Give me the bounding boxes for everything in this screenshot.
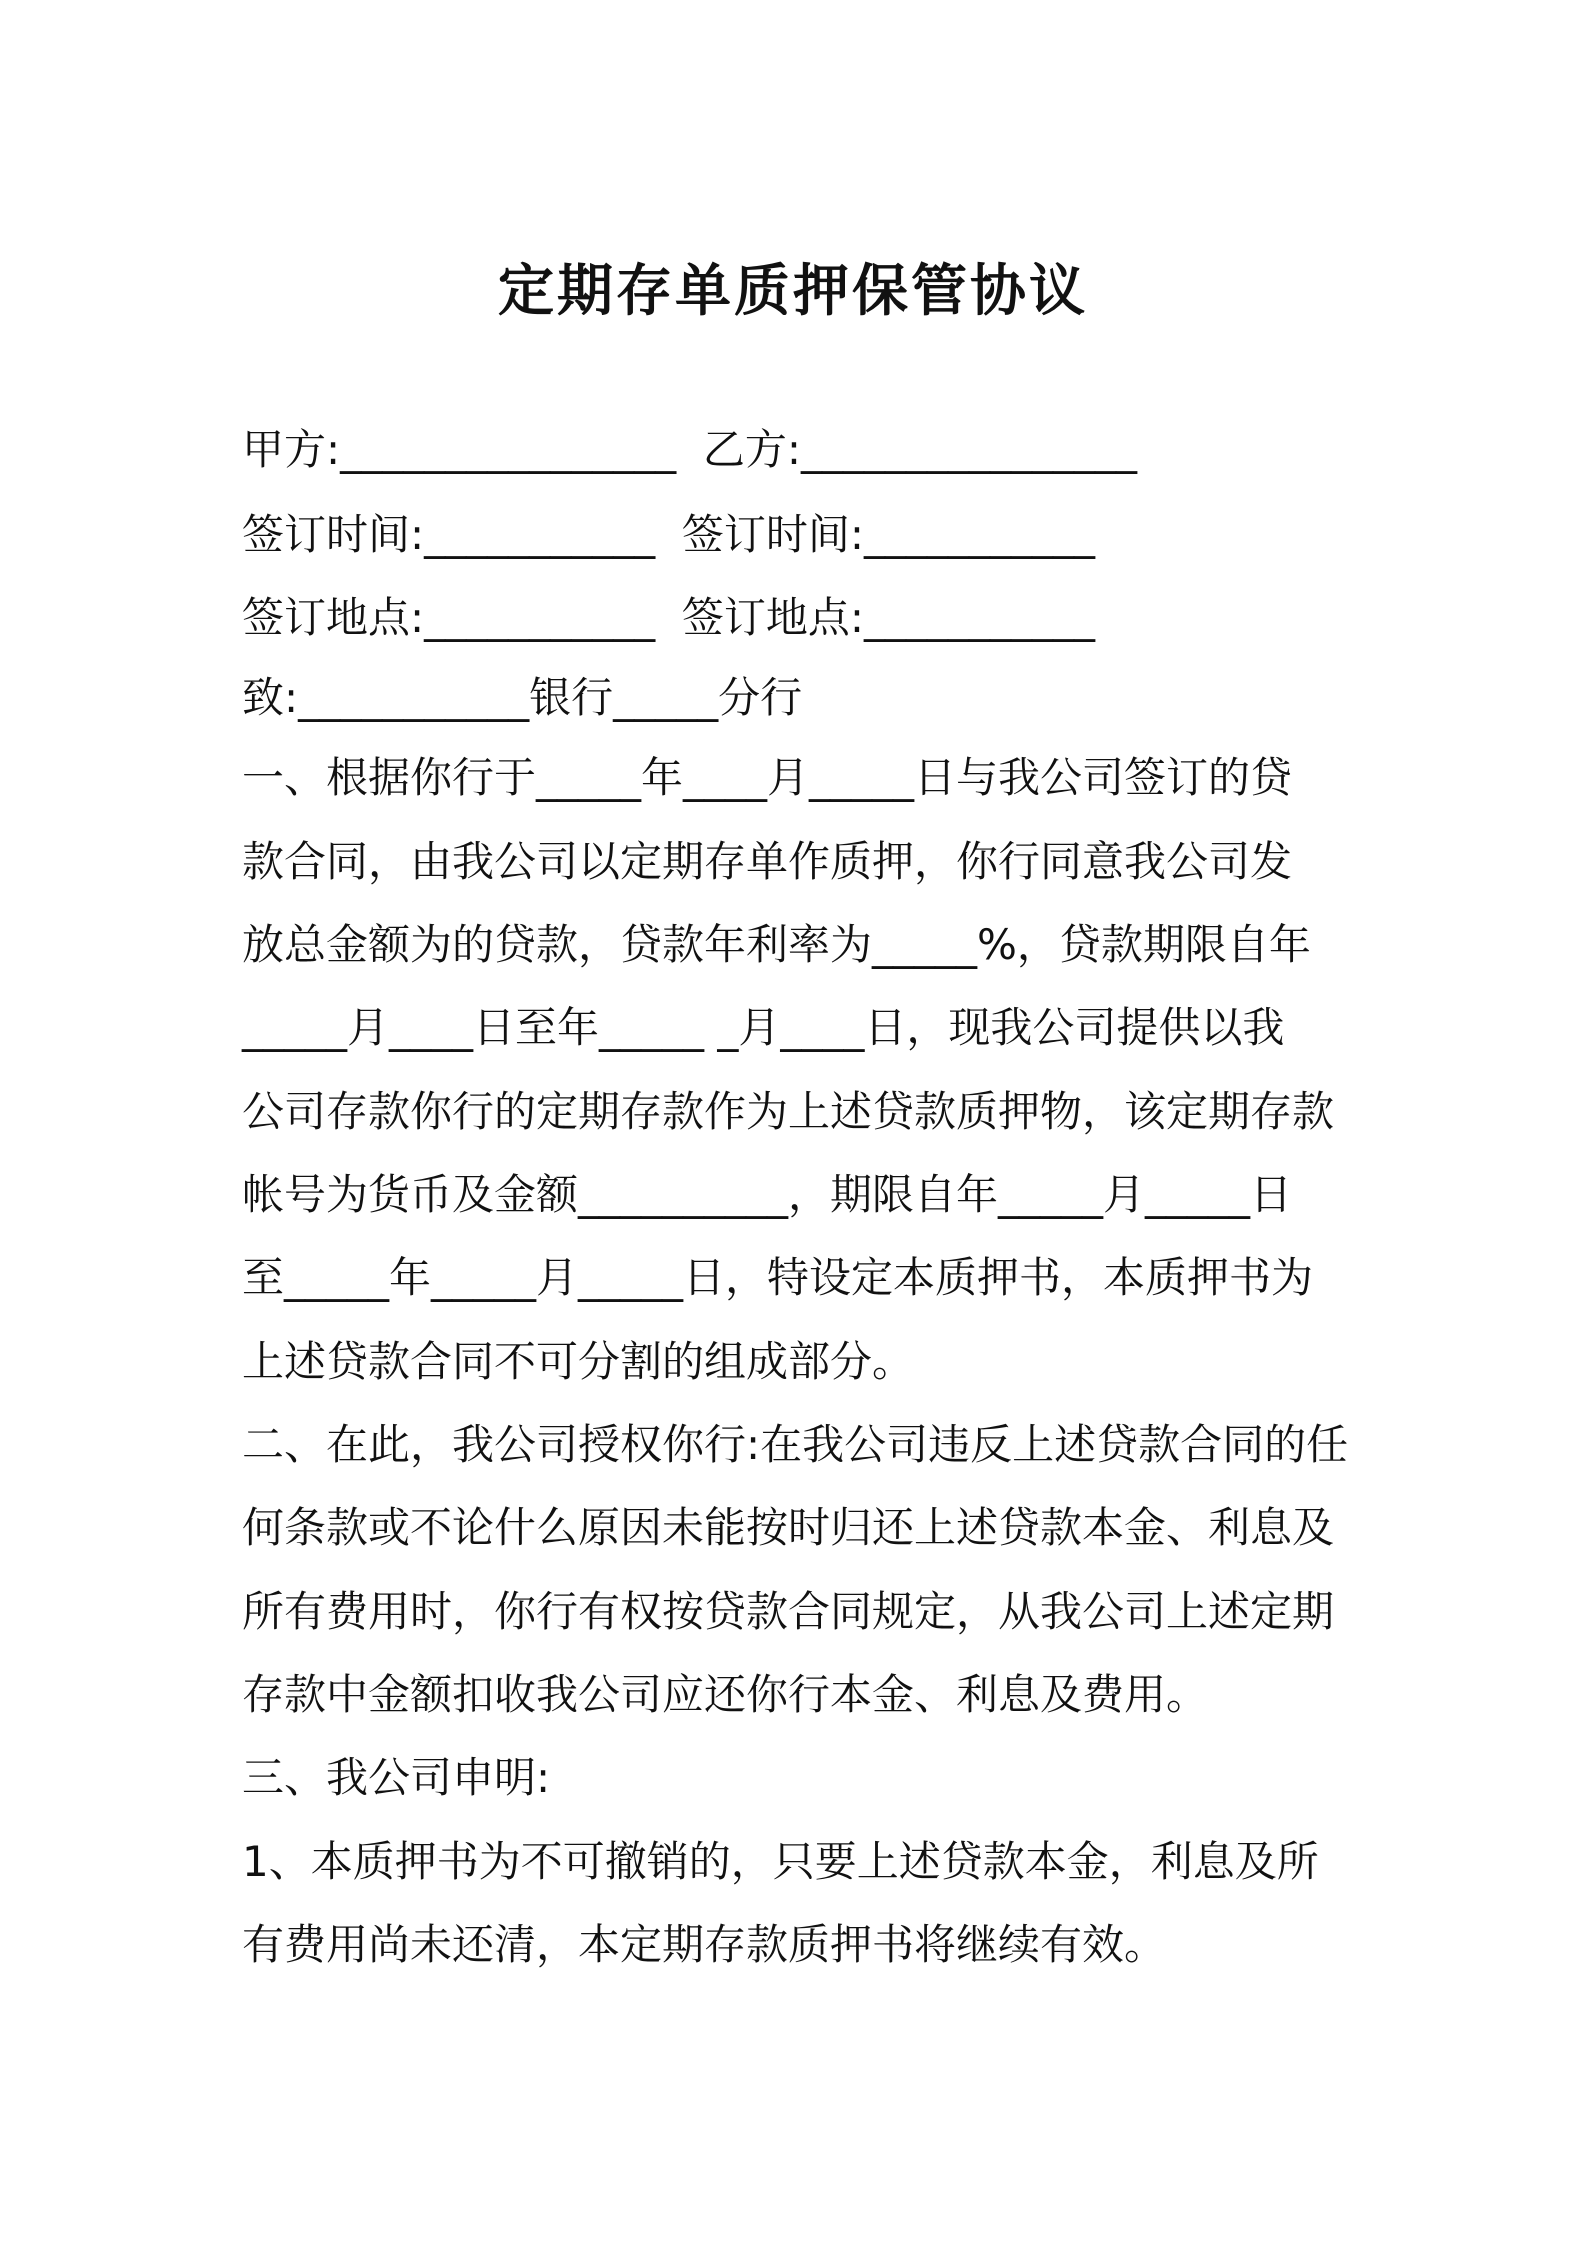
- document-title: 定期存单质押保管协议: [498, 259, 1088, 324]
- clause-3-heading: 三、我公司申明:: [242, 1753, 551, 1802]
- clause-2-line: 所有费用时，你行有权按贷款合同规定，从我公司上述定期: [242, 1587, 1335, 1636]
- clause-1-line: 上述贷款合同不可分割的组成部分。: [242, 1337, 915, 1386]
- clause-1-line: 一、根据你行于_____年____月_____日与我公司签订的贷: [242, 753, 1293, 802]
- clause-1-line: 至_____年_____月_____日，特设定本质押书，本质押书为: [242, 1253, 1314, 1302]
- clause-2-line: 存款中金额扣收我公司应还你行本金、利息及费用。: [242, 1670, 1209, 1719]
- party-line: 甲方:________________ 乙方:________________: [242, 425, 1138, 474]
- clause-1-line: 公司存款你行的定期存款作为上述贷款质押物，该定期存款: [242, 1087, 1335, 1136]
- clause-2-line: 何条款或不论什么原因未能按时归还上述贷款本金、利息及: [242, 1503, 1335, 1552]
- clause-2-line: 二、在此，我公司授权你行:在我公司违反上述贷款合同的任: [242, 1420, 1349, 1469]
- clause-3-item-1: 有费用尚未还清，本定期存款质押书将继续有效。: [242, 1920, 1167, 1969]
- clause-3-item-1: 1、本质押书为不可撤销的，只要上述贷款本金，利息及所: [242, 1837, 1319, 1886]
- clause-1-line: _____月____日至年_____ _月____日，现我公司提供以我: [242, 1003, 1285, 1052]
- clause-1-line: 放总金额为的贷款，贷款年利率为_____%，贷款期限自年: [242, 920, 1311, 969]
- addressee-line: 致:___________银行_____分行: [242, 673, 803, 722]
- clause-1-line: 帐号为货币及金额__________，期限自年_____月_____日: [242, 1170, 1293, 1219]
- signing-place-line: 签订地点:___________ 签订地点:___________: [242, 593, 1096, 642]
- clause-1-line: 款合同，由我公司以定期存单作质押，你行同意我公司发: [242, 837, 1293, 886]
- signing-time-line: 签订时间:___________ 签订时间:___________: [242, 510, 1096, 559]
